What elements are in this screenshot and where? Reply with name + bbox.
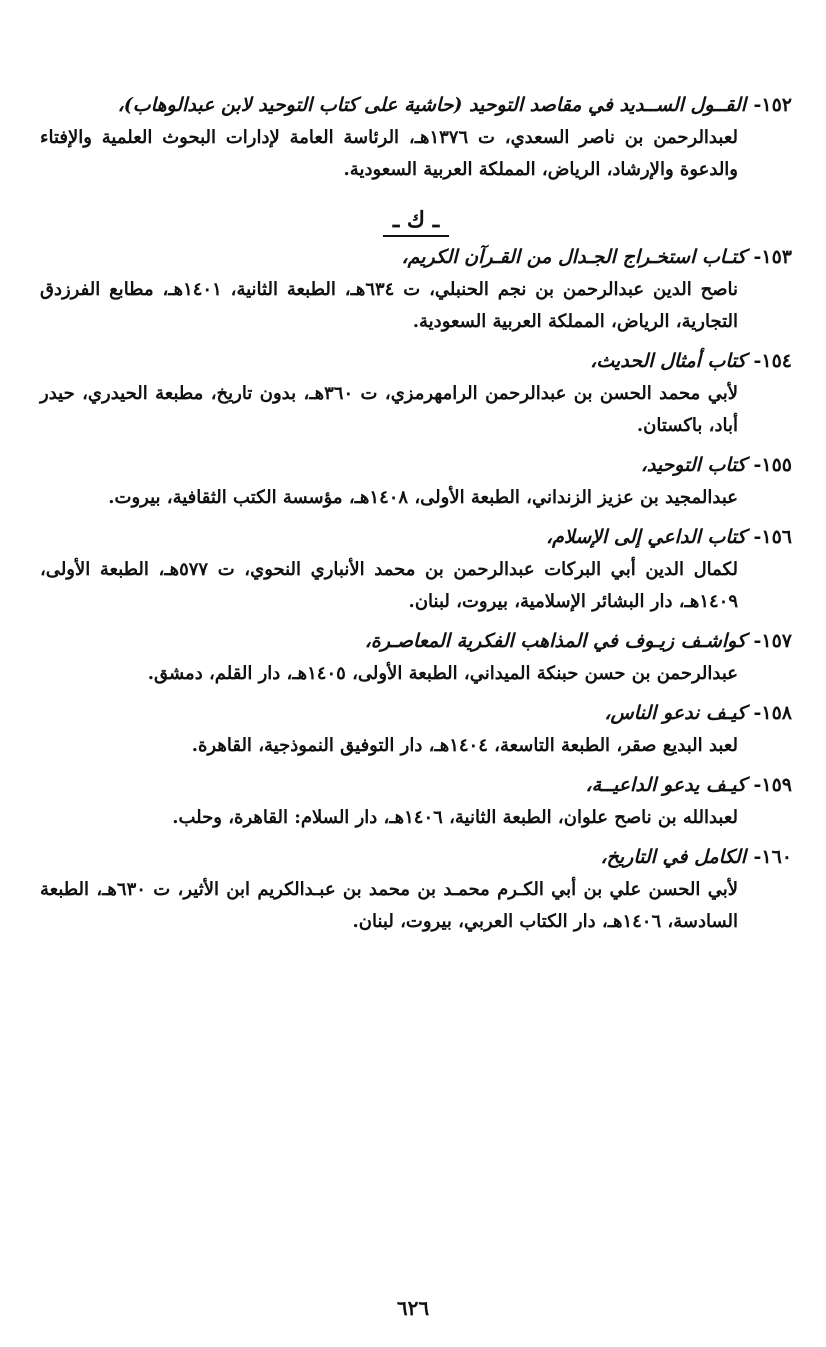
entry-details: لعبد البديع صقر، الطبعة التاسعة، ١٤٠٤هـ، دار التوفيق النموذجية، القاهرة.: [191, 735, 738, 756]
entry-details: عبدالمجيد بن عزيز الزنداني، الطبعة الأولى، ١٤٠٨هـ، مؤسسة الكتب الثقافية، بيروت.: [108, 487, 738, 508]
entry-details: ناصح الدين عبدالرحمن بن نجم الحنبلي، ت ٦٣٤هـ، الطبعة الثانية، ١٤٠١هـ، مطابع الفرزدق التجارية، الرياض، المملكة العربية السعودية.: [40, 279, 738, 332]
bibliography-entry-154: [40, 344, 792, 442]
entry-title-text: كتـاب استخـراج الجـدال من القـرآن الكريم،: [401, 246, 746, 268]
entry-title: [40, 448, 792, 482]
bibliography-entry-157: [40, 624, 792, 690]
entry-title-text: كتاب أمثال الحديث،: [590, 350, 746, 372]
entry-title: [40, 624, 792, 658]
entry-title-text: كيـف يدعو الداعيــة،: [585, 774, 746, 796]
entry-details: لكمال الدين أبي البركات عبدالرحمن بن محمد الأنباري النحوي، ت ٥٧٧هـ، الطبعة الأولى، ١٤٠٩هـ، دار البشائر الإسلامية، بيروت، لبنان.: [40, 559, 738, 612]
bibliography-entry-152: [40, 88, 792, 186]
bibliography-entry-160: [40, 840, 792, 938]
entry-number: ١٥٦-: [753, 526, 792, 548]
entry-title: [40, 240, 792, 274]
bibliography-entry-156: [40, 520, 792, 618]
entry-number: ١٦٠-: [753, 846, 792, 868]
entry-title: [40, 840, 792, 874]
entry-title-text: القــول الســديد في مقاصد التوحيد (حاشية على كتاب التوحيد لابن عبدالوهاب)،: [117, 94, 746, 116]
entry-title-text: كتاب الداعي إلى الإسلام،: [546, 526, 746, 548]
entry-title-text: كتاب التوحيد،: [640, 454, 746, 476]
bibliography-entry-155: [40, 448, 792, 514]
entry-title: [40, 520, 792, 554]
entry-title: [40, 88, 792, 122]
entry-details: عبدالرحمن بن حسن حبنكة الميداني، الطبعة الأولى، ١٤٠٥هـ، دار القلم، دمشق.: [147, 663, 738, 684]
bibliography-entry-159: [40, 768, 792, 834]
entry-title: [40, 344, 792, 378]
entry-number: ١٥٩-: [753, 774, 792, 796]
entry-title-text: الكامل في التاريخ،: [600, 846, 746, 868]
bibliography-page: [40, 88, 792, 938]
entry-number: ١٥٣-: [753, 246, 792, 268]
entry-details: لأبي الحسن علي بن أبي الكـرم محمـد بن محمد بن عبـدالكريم ابن الأثير، ت ٦٣٠هـ، الطبعة السادسة، ١٤٠٦هـ، دار الكتاب العربي، بيروت، لبنان.: [40, 879, 739, 932]
entry-number: ١٥٨-: [753, 702, 792, 724]
bibliography-entry-153: [40, 240, 792, 338]
entry-number: ١٥٢-: [753, 94, 792, 116]
entry-title: [40, 768, 792, 802]
entry-details: لعبدالرحمن بن ناصر السعدي، ت ١٣٧٦هـ، الرئاسة العامة لإدارات البحوث العلمية والإفتاء والدعوة والإرشاد، الرياض، المملكة العربية السعودية.: [40, 127, 738, 180]
section-letter: ـ ك ـ: [383, 205, 449, 237]
entry-number: ١٥٥-: [753, 454, 792, 476]
entry-title-text: كواشـف زيـوف في المذاهب الفكرية المعاصـرة،: [364, 630, 746, 652]
page-number: ٦٢٦: [396, 1296, 430, 1320]
entry-details: لأبي محمد الحسن بن عبدالرحمن الرامهرمزي، ت ٣٦٠هـ، بدون تاريخ، مطبعة الحيدري، حيدر أباد، باكستان.: [40, 383, 738, 436]
entry-number: ١٥٧-: [753, 630, 792, 652]
entry-title: [40, 696, 792, 730]
section-heading-kaf: [40, 200, 792, 240]
entry-number: ١٥٤-: [753, 350, 792, 372]
entry-title-text: كيـف ندعو الناس،: [604, 702, 746, 724]
bibliography-entry-158: [40, 696, 792, 762]
entry-details: لعبدالله بن ناصح علوان، الطبعة الثانية، ١٤٠٦هـ، دار السلام: القاهرة، وحلب.: [172, 807, 738, 828]
